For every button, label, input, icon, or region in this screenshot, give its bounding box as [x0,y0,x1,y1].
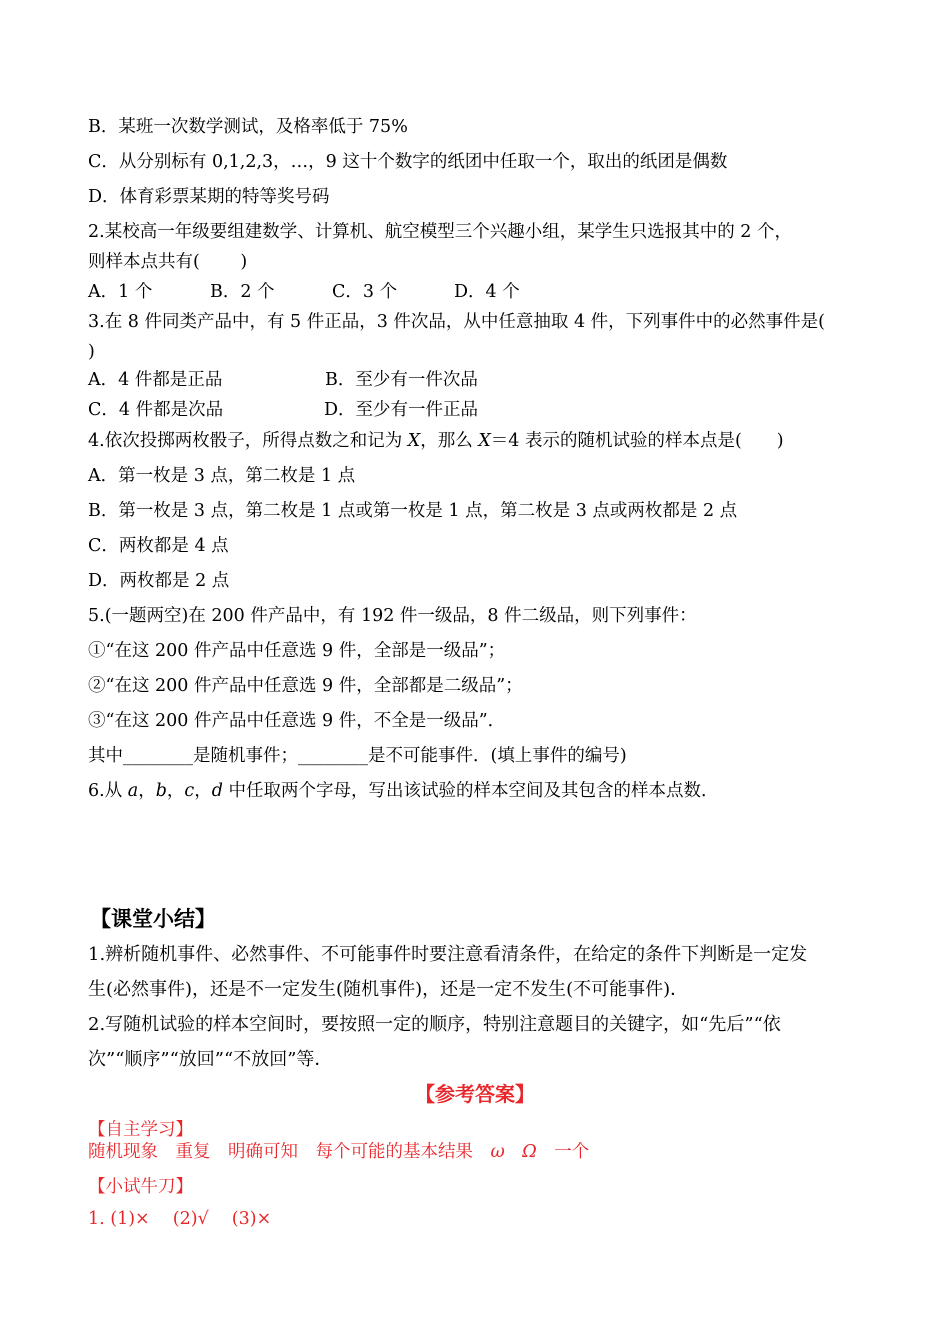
q2-text-line2: 则样本点共有( ) [88,252,248,272]
q6-text [88,780,718,802]
q6-letter-d: d [211,781,223,801]
q2-option-d: D．4 个 [454,282,520,302]
q2-option-b: B．2 个 [210,282,275,302]
summary-p2-line2: 次”“顺序”“放回”“不放回”等． [88,1049,333,1070]
summary-heading: 【课堂小结】 [90,906,216,931]
q4-var-x: X [407,431,421,451]
self-study-one: 一个 [554,1142,590,1162]
q4-option-c: C．两枚都是 4 点 [88,536,229,556]
q3-option-b: B．至少有一件次品 [325,370,478,390]
q2-option-a: A．1 个 [88,282,153,302]
q5-item-2: ②“在这 200 件产品中任意选 9 件，全部都是二级品”； [88,676,523,696]
q4-text-pre: 4.依次投掷两枚骰子，所得点数之和记为 [88,431,408,451]
self-study-answers [88,1141,589,1163]
q5-item-3: ③“在这 200 件产品中任意选 9 件，不全是一级品”． [88,711,506,731]
summary-p1-line2: 生(必然事件)，还是不一定发生(随机事件)，还是一定不发生(不可能事件)． [88,979,689,1000]
q2-option-c: C．3 个 [332,282,398,302]
summary-p1-line1: 1.辨析随机事件、必然事件、不可能事件时要注意看清条件，在给定的条件下判断是一定发 [88,944,808,965]
q6-letter-b: b [155,781,167,801]
q6-text-post: 中任取两个字母，写出该试验的样本空间及其包含的样本点数． [222,781,719,801]
self-study-label: 【自主学习】 [88,1120,193,1140]
answers-title: 【参考答案】 [415,1082,535,1106]
q4-text-mid: ，那么 [420,431,479,451]
q2-text-line1: 2.某校高一年级要组建数学、计算机、航空模型三个兴趣小组，某学生只选报其中的 2 个， [88,222,792,242]
q3-text-line2: ) [88,342,95,362]
q4-option-d: D．两枚都是 2 点 [88,571,230,591]
q1-option-c: C．从分别标有 0,1,2,3，…，9 这十个数字的纸团中任取一个，取出的纸团是偶数 [88,152,728,172]
q6-letter-c: c [184,781,195,801]
q6-letter-a: a [127,781,139,801]
q4-text-post: ＝4 表示的随机试验的样本点是( ) [490,431,784,451]
q5-item-1: ①“在这 200 件产品中任意选 9 件，全部是一级品”； [88,641,506,661]
practice-label: 【小试牛刀】 [88,1177,193,1197]
q4-text [88,430,784,452]
q5-blank-line: 其中________是随机事件；________是不可能事件．(填上事件的编号) [88,746,627,766]
practice-answer-1: 1. (1)× (2)√ (3)× [88,1209,272,1229]
q6-sep-2: ， [166,781,185,801]
q6-text-pre: 6.从 [88,781,128,801]
q3-option-a: A．4 件都是正品 [88,370,223,390]
q5-text: 5.(一题两空)在 200 件产品中，有 192 件一级品，8 件二级品，则下列事件： [88,606,697,626]
q4-option-b: B．第一枚是 3 点，第二枚是 1 点或第一枚是 1 点，第二枚是 3 点或两枚都是 2 点 [88,501,738,521]
q4-option-a: A．第一枚是 3 点，第二枚是 1 点 [88,466,356,486]
q6-sep-1: ， [138,781,156,801]
q3-option-d: D．至少有一件正品 [324,400,479,420]
self-study-text: 随机现象 重复 明确可知 每个可能的基本结果 [88,1142,491,1162]
summary-p2-line1: 2.写随机试验的样本空间时，要按照一定的顺序，特别注意题目的关键字，如“先后”“依 [88,1014,781,1035]
omega-upper: Ω [522,1142,537,1162]
q3-text-line1: 3.在 8 件同类产品中，有 5 件正品，3 件次品，从中任意抽取 4 件，下列事件中的必然事件是( [88,312,825,332]
q1-option-b: B．某班一次数学测试，及格率低于 75% [88,117,408,137]
q4-var-x-2: X [478,431,491,451]
q1-option-d: D．体育彩票某期的特等奖号码 [88,187,330,207]
q6-sep-3: ， [194,781,212,801]
omega-lower: ω [490,1142,505,1162]
q3-option-c: C．4 件都是次品 [88,400,224,420]
